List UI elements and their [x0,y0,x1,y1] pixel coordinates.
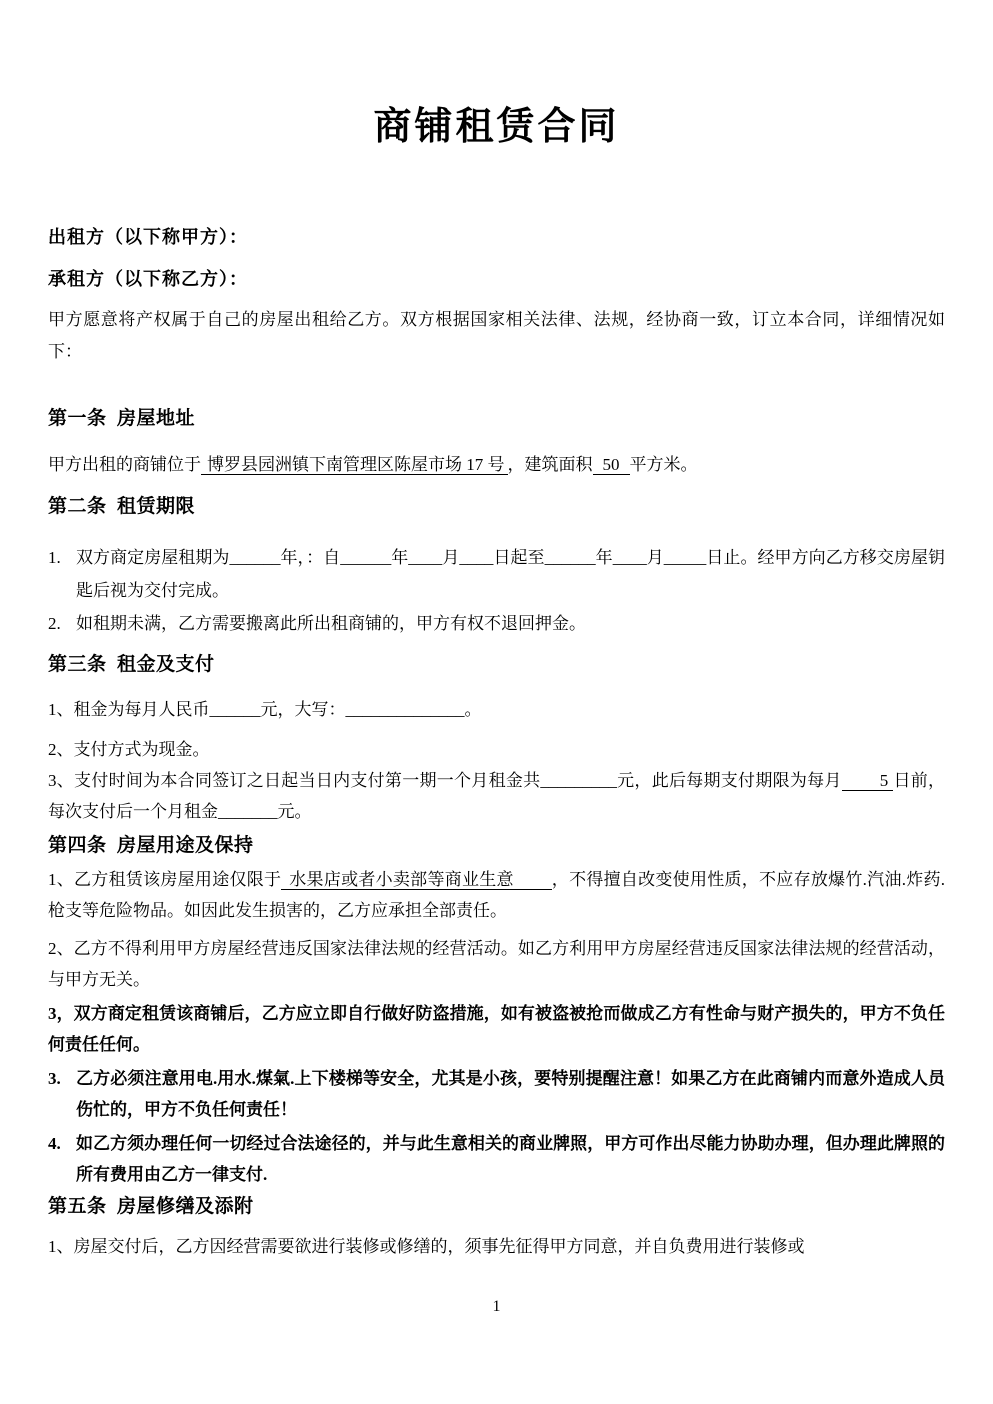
article3-item-3-text-2: 日前，每次支付后一个月租金_______元。 [48,771,946,821]
building-area-blank: 50 [593,455,630,475]
article2-item-1-text: 双方商定房屋租期为______年，：自______年____月____日起至______年____月_____日止。经甲方向乙方移交房屋钥匙后视为交付完成。 [76,548,945,600]
list-number-4: 4. [48,1134,61,1153]
article1-body [48,449,945,480]
article4-item-4-text: 乙方必须注意用电.用水.煤氣.上下楼梯等安全，尤其是小孩，要特别提醒注意！如果乙方在此商铺内而意外造成人员伤忙的，甲方不负任何责任！ [76,1069,945,1119]
payment-day-blank: 5 [842,771,894,791]
article2-item-2-text: 如租期未满，乙方需要搬离此所出租商铺的，甲方有权不退回押金。 [76,614,586,633]
article4-heading: 第四条 房屋用途及保持 [48,835,254,856]
article5-item-1: 1、房屋交付后，乙方因经营需要欲进行装修或修缮的，须事先征得甲方同意，并自负费用进行装修或 [48,1237,805,1256]
lessor-line: 出租方（以下称甲方）： [48,227,248,247]
article4-item-5-text: 如乙方须办理任何一切经过合法途径的，并与此生意相关的商业牌照，甲方可作出尽能力协助办理，但办理此牌照的所有费用由乙方一律支付. [76,1134,945,1184]
article1-text-3: 平方米。 [629,455,698,474]
intro-paragraph: 甲方愿意将产权属于自己的房屋出租给乙方。双方根据国家相关法律、法规，经协商一致，订立本合同，详细情况如下： [48,310,945,361]
article5-heading: 第五条 房屋修缮及添附 [48,1196,254,1217]
article3-heading: 第三条 租金及支付 [48,654,215,675]
business-use-blank: 水果店或者小卖部等商业生意 [281,870,552,890]
list-number-3: 3. [48,1069,61,1088]
article1-heading: 第一条 房屋地址 [48,408,196,429]
shop-address-blank: 博罗县园洲镇下南管理区陈屋市场 17 号 [201,455,508,475]
article2-heading: 第二条 租赁期限 [48,496,196,517]
article4-item-4 [48,1063,945,1125]
article2-item-1 [48,541,945,607]
article3-item-2: 2、支付方式为现金。 [48,740,210,759]
article4-item-3: 3，双方商定租赁该商铺后，乙方应立即自行做好防盗措施，如有被盗被抢而做成乙方有性命与财产损失的，甲方不负任何责任任何。 [48,1004,945,1054]
article3-item-1: 1、租金为每月人民币______元，大写：______________。 [48,700,482,719]
article4-item-5 [48,1128,945,1190]
article2-item-2 [48,607,945,640]
article4-item-1-text-2: ，不得擅自改变使用性质，不应存放爆竹.汽油.炸药.枪支等危险物品。如因此发生损害的，乙方应承担全部责任。 [48,870,946,920]
article1-text-1: 甲方出租的商铺位于 [48,455,201,474]
list-number-2: 2. [48,614,61,633]
lessee-line: 承租方（以下称乙方）： [48,269,248,289]
article4-item-1 [48,864,945,926]
document-title: 商铺租赁合同 [373,106,620,148]
article4-item-2: 2、乙方不得利用甲方房屋经营违反国家法律法规的经营活动。如乙方利用甲方房屋经营违反国家法律法规的经营活动，与甲方无关。 [48,939,945,989]
article1-text-2: ，建筑面积 [507,455,593,474]
page-number: 1 [492,1298,501,1315]
article3-item-3-text-1: 3、支付时间为本合同签订之日起当日内支付第一期一个月租金共_________元，此后每期支付期限为每月 [48,771,842,790]
article4-item-1-text-1: 1、乙方租赁该房屋用途仅限于 [48,870,282,889]
article3-item-3 [48,765,945,827]
list-number-1: 1. [48,548,61,567]
